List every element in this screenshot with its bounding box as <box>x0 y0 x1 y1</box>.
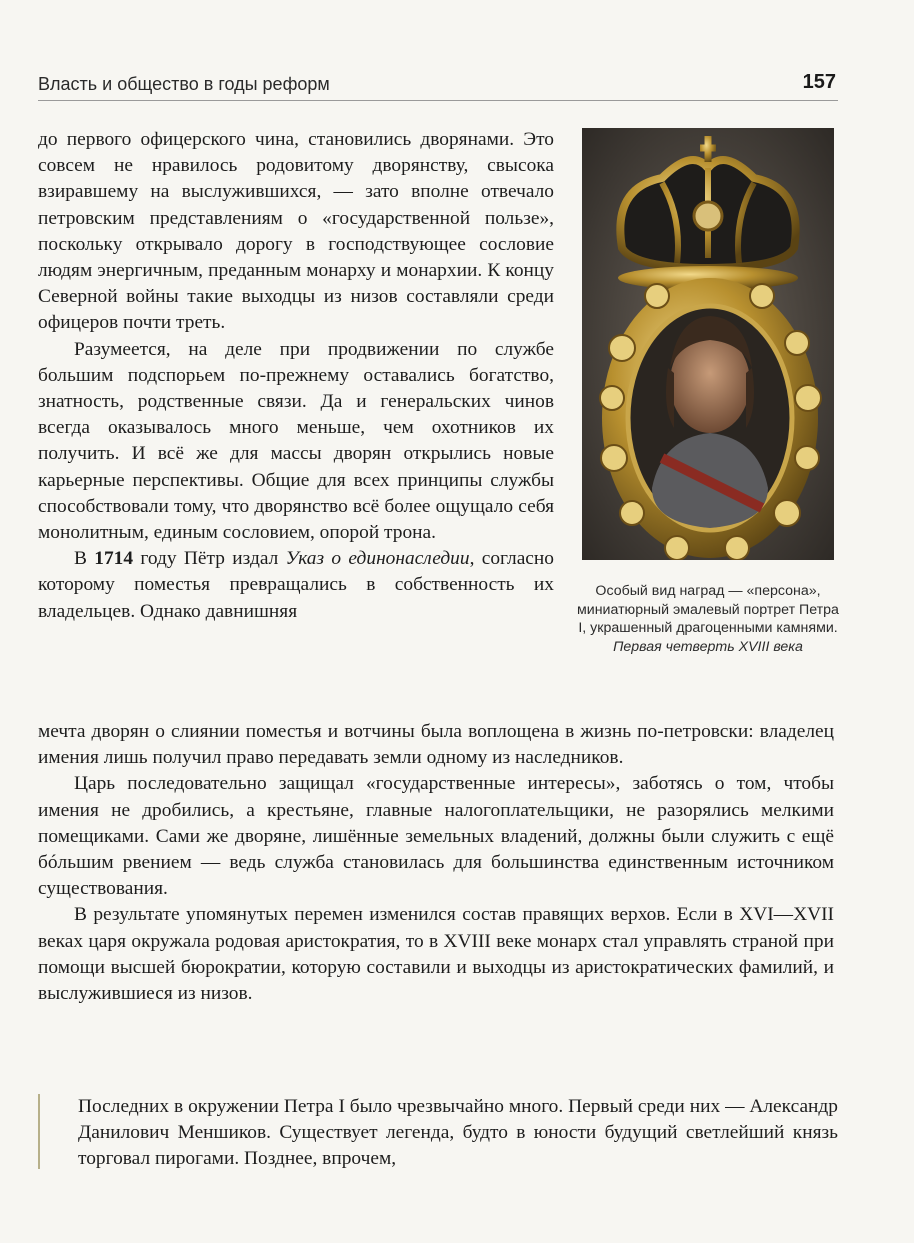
paragraph-4: Царь последовательно защищал «государственные интересы», заботясь о том, чтобы имения не дробились, а крестьяне, главные налогоплательщики, не разорялись мелкими помещиками. Сами же дворяне, лишённые земельных владений, должны были служить с ещё бóльшим рвением — ведь служба становилась для большинства единственным источником существования. <box>38 773 834 900</box>
paragraph-3-start: В <box>74 548 95 570</box>
text-column <box>38 127 554 625</box>
paragraph-3-mid: году Пётр издал <box>133 548 286 570</box>
portrait-figure <box>582 128 834 560</box>
paragraph-5: В результате упомянутых перемен изменился состав правящих верхов. Если в XVI—XVII веках царя окружала родовая аристократия, то в XVIII веке монарх стал управлять страной при помощи высшей бюрократии, которую составили и выходцы из аристократических фамилий, и выслужившиеся из низов. <box>38 904 834 1005</box>
sidebar-note-text: Последних в окружении Петра I было чрезвычайно много. Первый среди них — Александр Данилович Меншиков. Существует легенда, будто в юности будущий светлейший князь торговал пирогами. Позднее, впрочем, <box>78 1096 838 1170</box>
figure-caption-text: Особый вид наград — «персона», миниатюрный эмалевый портрет Петра I, украшенный драгоценными камнями. <box>577 583 839 637</box>
page-number: 157 <box>802 71 836 93</box>
paragraph-3-continued: мечта дворян о слиянии поместья и вотчины была воплощена в жизнь по-петровски: владелец имения лишь получил право передавать земли одному из наследников. <box>38 721 834 769</box>
figure-caption <box>574 582 842 656</box>
paragraph-2: Разумеется, на деле при продвижении по службе большим подспорьем по-прежнему оставались богатство, знатность, родственные связи. Да и генеральских чинов всегда оказывалось много меньше, чем охотников их получить. И всё же для массы дворян открылись новые карьерные перспективы. Общие для всех принципы службы способствовали тому, что дворянство всё более ощущало себя монолитным, единым сословием, опорой трона. <box>38 338 554 544</box>
paragraph-3 <box>38 546 554 625</box>
year-1714: 1714 <box>94 548 134 570</box>
paragraph-1: до первого офицерского чина, становились дворянами. Это совсем не нравилось родовитому дворянству, свысока взиравшему на выслужившихся, — зато вполне отвечало петровским представлениям о «государственной пользе», поскольку открывало дорогу в господствующее сословие людям энергичным, преданным монарху и монархии. К концу Северной войны такие выходцы из низов составляли среди офицеров почти треть. <box>38 129 554 334</box>
running-header <box>38 66 838 101</box>
figure-caption-date: Первая четверть XVIII века <box>613 638 803 655</box>
paragraph-3-end: , согласно которому поместья превращались в собственность их владельцев. Однако давнишняя <box>38 548 554 622</box>
sidebar-note <box>38 1094 838 1169</box>
decree-title: Указ о единонаследии <box>285 548 470 570</box>
running-header-title: Власть и общество в годы реформ <box>38 74 330 94</box>
enamel-portrait-image <box>582 128 834 560</box>
full-width-text <box>38 719 834 1007</box>
